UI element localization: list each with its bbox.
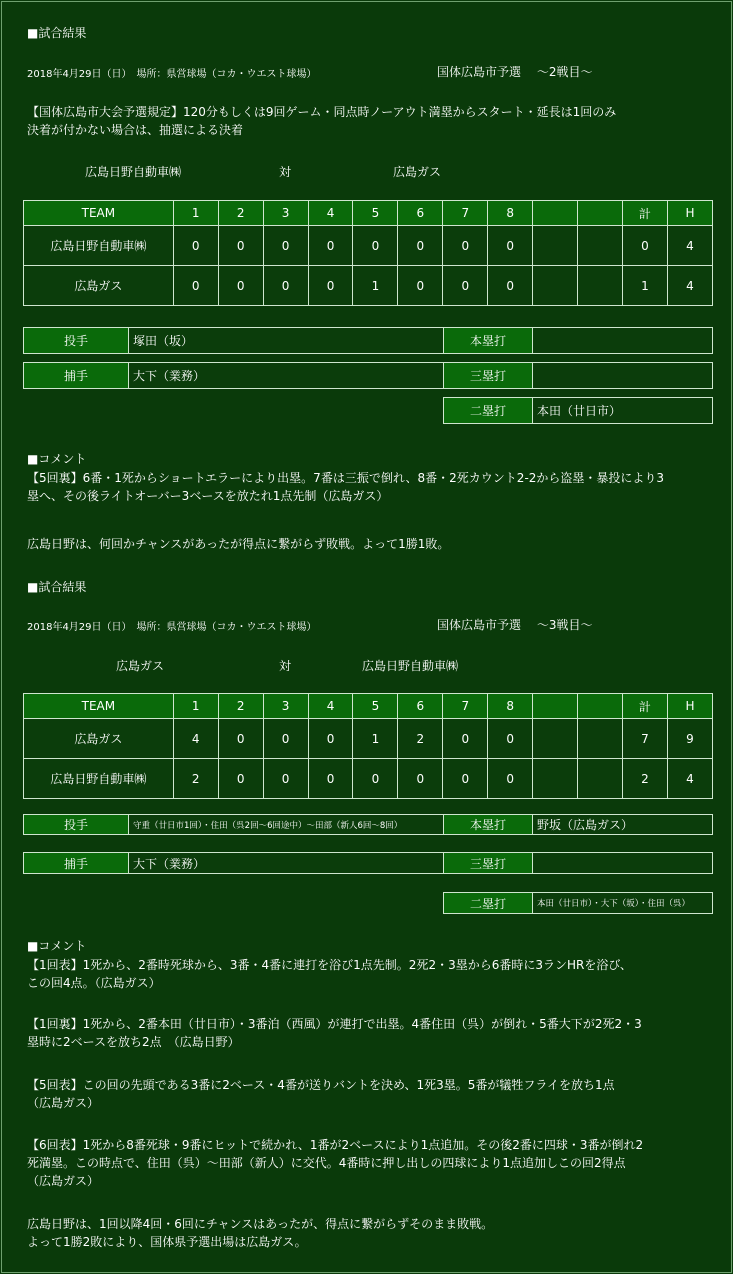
header-cell: 5 [353,694,398,719]
game2-vs: 対 [279,659,292,673]
pitcher-label: 投手 [24,328,129,353]
header-cell: TEAM [24,694,174,719]
game1-vs: 対 [279,165,292,179]
double-value: 本田（廿日市） [537,404,622,418]
game2-date-venue: 2018年4月29日（日） 場所：県営球場（コカ・ウエスト球場） [27,622,317,633]
pitcher-label: 投手 [24,815,129,834]
catcher-label: 捕手 [24,853,129,873]
team-name-cell: 広島日野自動車㈱ [24,226,174,266]
game1-double-row [443,397,713,424]
game2-away-team: 広島日野自動車㈱ [362,659,459,673]
header-cell [578,201,623,226]
header-cell: 1 [173,694,218,719]
score-cell: 0 [218,719,263,759]
double-label: 二塁打 [444,398,533,423]
game2-comment4-line2: 死満塁。この時点で、住田（呉）～田部（新人）に交代。4番時に押し出しの四球により1点追加しこの回2得点 [27,1156,626,1170]
score-cell: 0 [308,266,353,306]
game1-home-team: 広島日野自動車㈱ [85,165,182,179]
score-cell: 0 [488,759,533,799]
score-cell: 0 [308,226,353,266]
game1-pitcher-hr-row [23,327,713,354]
header-cell: H [667,201,712,226]
header-cell: 7 [443,694,488,719]
score-cell: 0 [308,759,353,799]
header-cell: H [667,694,712,719]
game1-rules-line2: 決着が付かない場合は、抽選による決着 [27,123,244,137]
catcher-label: 捕手 [24,363,129,388]
game2-double-row [443,892,713,914]
header-cell [578,694,623,719]
score-cell: 0 [218,266,263,306]
game1-catcher-triple-row [23,362,713,389]
home-run-label: 本塁打 [444,328,533,353]
table-row [24,759,713,799]
score-cell: 2 [398,719,443,759]
score-cell: 0 [218,226,263,266]
total-cell: 1 [622,266,667,306]
total-cell: 0 [622,226,667,266]
game1-scoreboard [23,200,713,306]
score-cell: 0 [443,719,488,759]
hits-cell: 4 [667,759,712,799]
triple-value [533,363,712,388]
hits-cell: 4 [667,266,712,306]
header-cell: 計 [622,694,667,719]
score-cell: 0 [173,266,218,306]
score-cell: 4 [173,719,218,759]
score-cell: 0 [173,226,218,266]
triple-value [533,853,712,873]
score-cell: 0 [263,759,308,799]
header-cell: 4 [308,201,353,226]
header-cell: 3 [263,694,308,719]
game1-comment-line1: 【5回裏】6番・1死からショートエラーにより出塁。7番は三振で倒れ、8番・2死カウント2-2から盗塁・暴投により3 [27,471,665,485]
score-cell: 0 [443,759,488,799]
scoreboard-header-row [24,201,713,226]
game1-tournament: 国体広島市予選 ～2戦目～ [437,65,593,79]
game2-comment1-line1: 【1回表】1死から、2番時死球から、3番・4番に連打を浴び1点先制。2死2・3塁から6番時に3ランHRを浴び、 [27,958,632,972]
score-cell: 0 [353,759,398,799]
score-cell: 1 [353,266,398,306]
header-cell: 4 [308,694,353,719]
score-cell: 0 [488,719,533,759]
triple-label: 三塁打 [444,363,533,388]
score-cell [533,759,578,799]
table-row [24,266,713,306]
game2-pitcher-hr-row [23,814,713,835]
game2-comment4-line3: （広島ガス） [27,1174,100,1188]
home-run-label: 本塁打 [444,815,533,834]
header-cell: TEAM [24,201,174,226]
game2-comment3-line1: 【5回表】この回の先頭である3番に2ベース・4番が送りバントを決め、1死3塁。5番が犠牲フライを放ち1点 [27,1078,615,1092]
triple-label: 三塁打 [444,853,533,873]
header-cell: 3 [263,201,308,226]
game2-comment2-line1: 【1回裏】1死から、2番本田（廿日市）・3番泊（西風）が連打で出塁。4番住田（呉）が倒れ・5番大下が2死2・3 [27,1017,642,1031]
pitcher-value: 守重（廿日市1回）・住田（呉2回～6回途中）～田部（新人6回～8回） [129,815,444,834]
scoreboard-header-row [24,694,713,719]
home-run-value [533,328,712,353]
header-cell: 8 [488,694,533,719]
team-name-cell: 広島ガス [24,266,174,306]
score-cell: 0 [398,266,443,306]
header-cell: 5 [353,201,398,226]
header-cell: 8 [488,201,533,226]
score-cell [578,719,623,759]
score-cell [578,759,623,799]
home-run-value: 野坂（広島ガス） [537,818,634,832]
game2-summary-line1: 広島日野は、1回以降4回・6回にチャンスはあったが、得点に繋がらずそのまま敗戦。 [27,1217,494,1231]
header-cell: 2 [218,201,263,226]
header-cell: 計 [622,201,667,226]
game1-comment-title: ■コメント [27,452,87,466]
score-cell: 0 [218,759,263,799]
score-cell [533,226,578,266]
score-cell: 0 [443,226,488,266]
header-cell: 1 [173,201,218,226]
game1-away-team: 広島ガス [393,165,442,179]
total-cell: 2 [622,759,667,799]
score-cell: 0 [263,719,308,759]
game1-summary: 広島日野は、何回かチャンスがあったが得点に繋がらず敗戦。よって1勝1敗。 [27,537,450,551]
game2-comment3-line2: （広島ガス） [27,1096,100,1110]
game1-rules-line1: 【国体広島市大会予選規定】120分もしくは9回ゲーム・同点時ノーアウト満塁からスタート・延長は1回のみ [27,105,617,119]
double-value: 本田（廿日市）・大下（坂）・住田（呉） [537,899,691,909]
score-cell [533,719,578,759]
game2-section-title: ■試合結果 [27,580,87,594]
score-cell: 1 [353,719,398,759]
score-cell: 0 [398,759,443,799]
game2-comment2-line2: 塁時に2ベースを放ち2点 （広島日野） [27,1035,240,1049]
score-cell: 0 [263,266,308,306]
game1-section-title: ■試合結果 [27,26,87,40]
score-cell: 0 [398,226,443,266]
score-cell [578,266,623,306]
game2-catcher-triple-row [23,852,713,874]
game2-scoreboard [23,693,713,799]
catcher-value: 大下（業務） [129,853,444,873]
double-label: 二塁打 [444,893,533,913]
game2-comment-title: ■コメント [27,939,87,953]
catcher-value: 大下（業務） [129,363,444,388]
hits-cell: 4 [667,226,712,266]
score-cell: 0 [308,719,353,759]
score-cell: 0 [488,226,533,266]
game1-date-venue: 2018年4月29日（日） 場所：県営球場（コカ・ウエスト球場） [27,69,317,80]
hits-cell: 9 [667,719,712,759]
score-cell: 0 [263,226,308,266]
header-cell: 6 [398,201,443,226]
header-cell: 2 [218,694,263,719]
score-cell: 0 [488,266,533,306]
game2-summary-line2: よって1勝2敗により、国体県予選出場は広島ガス。 [27,1235,307,1249]
header-cell: 6 [398,694,443,719]
header-cell: 7 [443,201,488,226]
score-cell [533,266,578,306]
game1-comment-line2: 塁へ、その後ライトオーバー3ベースを放たれ1点先制（広島ガス） [27,489,389,503]
total-cell: 7 [622,719,667,759]
game2-comment4-line1: 【6回表】1死から8番死球・9番にヒットで続かれ、1番が2ベースにより1点追加。その後2番に四球・3番が倒れ2 [27,1138,644,1152]
header-cell [533,201,578,226]
table-row [24,226,713,266]
header-cell [533,694,578,719]
score-cell [578,226,623,266]
game2-home-team: 広島ガス [116,659,165,673]
game2-comment1-line2: この回4点。（広島ガス） [27,976,161,990]
team-name-cell: 広島日野自動車㈱ [24,759,174,799]
table-row [24,719,713,759]
pitcher-value: 塚田（坂） [129,328,444,353]
score-cell: 2 [173,759,218,799]
team-name-cell: 広島ガス [24,719,174,759]
game2-tournament: 国体広島市予選 ～3戦目～ [437,618,593,632]
score-cell: 0 [353,226,398,266]
score-cell: 0 [443,266,488,306]
